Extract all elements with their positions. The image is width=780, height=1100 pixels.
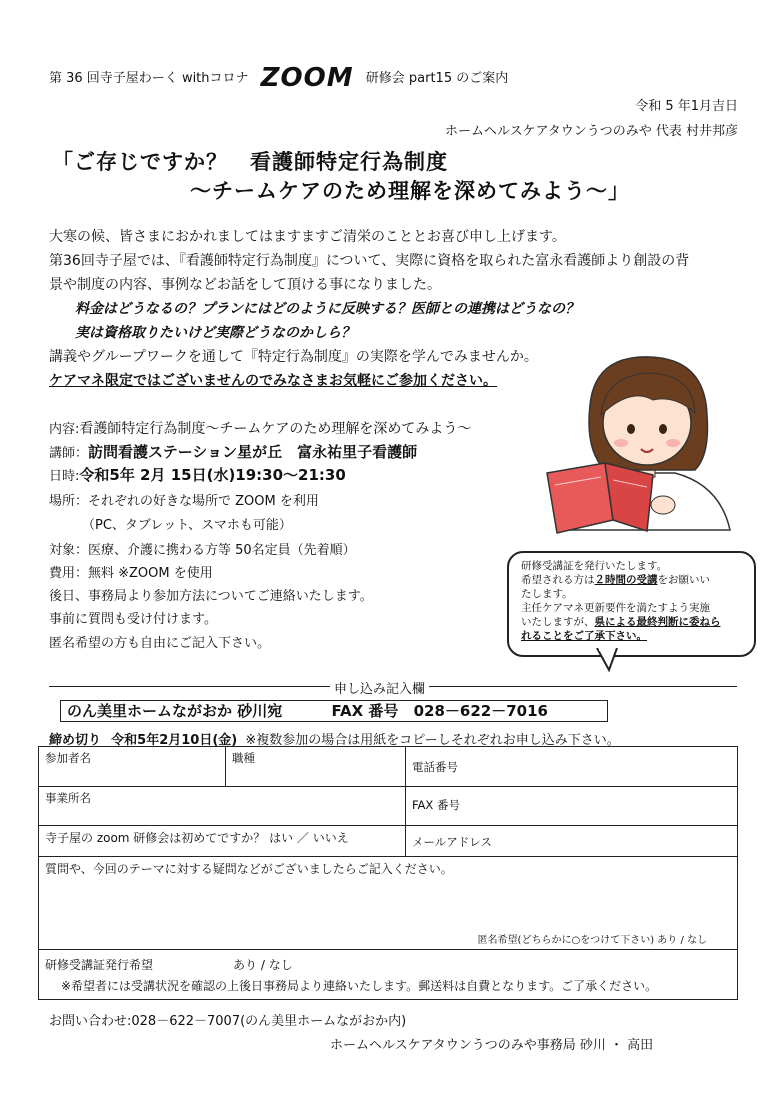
fax-address-box	[60, 700, 608, 722]
deadline-note: ※複数参加の場合は用紙をコピーしそれぞれお申し込み下さい。	[245, 733, 620, 748]
bubble-line-4: 主任ケアマネ更新要件を満たすよう実施	[521, 602, 710, 614]
title-line-2: ～チームケアのため理解を深めてみよう～」	[190, 179, 630, 203]
fax-field[interactable]: FAX 番号	[406, 787, 738, 826]
detail-place: 場所：それぞれの好きな場所で ZOOM を利用	[49, 494, 319, 509]
certificate-notice-bubble	[507, 551, 756, 657]
fax-number: 028－622－7016	[413, 702, 548, 720]
fax-label: FAX 番号	[331, 702, 399, 720]
intro-line-3: 景や制度の内容、事例などお話をして頂ける事になりました。	[49, 277, 441, 293]
question-1: 料金はどうなるの？プランにはどのように反映する？医師との連携はどうなの？	[75, 301, 579, 317]
content-value: 看護師特定行為制度～チームケアのため理解を深めてみよう～	[79, 421, 472, 437]
participant-name-field[interactable]: 参加者名	[39, 747, 226, 787]
intro-line-2: 第36回寺子屋では、『看護師特定行為制度』について、実際に資格を取られた富永看護師より創設の背	[49, 253, 690, 269]
datetime-value: 令和5年 2月 15日(水)19:30～21:30	[79, 466, 346, 484]
datetime-label: 日時:	[49, 469, 80, 484]
detail-fee: 費用：無料 ※ZOOM を使用	[49, 566, 213, 581]
deadline-label: 締め切り	[49, 733, 102, 748]
phone-field[interactable]: 電話番号	[406, 747, 738, 787]
detail-anonymous: 匿名希望の方も自由にご記入下さい。	[49, 636, 271, 651]
first-time-question[interactable]: 寺子屋の zoom 研修会は初めてですか？ はい ／ いいえ	[39, 826, 406, 857]
bubble-line-1: 研修受講証を発行いたします。	[521, 560, 668, 572]
detail-lecturer	[49, 441, 417, 462]
intro-line-1: 大寒の候、皆さまにおかれましてはますますご清栄のこととお喜び申し上げます。	[49, 229, 566, 245]
detail-devices: （PC、タブレット、スマホも可能）	[82, 518, 292, 533]
intro-line-5: ケアマネ限定ではございませんのでみなさまお気軽にご参加ください。	[49, 373, 497, 389]
question-field[interactable]: 質問や、今回のテーマに対する疑問などがございましたらご記入ください。 匿名希望(どちらかに○をつけて下さい) あり / なし	[39, 857, 738, 950]
detail-later: 後日、事務局より参加方法についてご連絡いたします。	[49, 589, 373, 604]
bubble-line-5: いたしますが、県による最終判断に委ねら	[521, 616, 721, 628]
office-line: ホームヘルスケアタウンうつのみや事務局 砂川 ・ 高田	[330, 1038, 654, 1053]
zoom-logo-text: ZOOM	[260, 63, 354, 93]
header-suffix: 研修会 part15 のご案内	[365, 71, 509, 86]
lecturer-label: 講師：	[49, 446, 89, 461]
certificate-request-field[interactable]	[39, 950, 738, 1000]
certificate-note: ※希望者には受講状況を確認の上後日事務局より連絡いたします。郵送料は自費となります。ご了承ください。	[61, 979, 658, 993]
email-field[interactable]: メールアドレス	[406, 826, 738, 857]
detail-target: 対象：医療、介護に携わる方等 50名定員（先着順）	[49, 543, 356, 558]
bubble-line-3: たします。	[521, 588, 573, 600]
detail-datetime	[49, 464, 346, 485]
question-2: 実は資格取りたいけど実際どうなのかしら？	[75, 325, 355, 341]
form-separator-label: 申し込み記入欄	[330, 678, 429, 697]
issue-date: 令和 5 年1月吉日	[635, 99, 738, 114]
sender: ホームヘルスケアタウンうつのみや 代表 村井邦彦	[445, 124, 738, 139]
title-line-1: 「ご存じですか？ 看護師特定行為制度	[52, 150, 448, 174]
detail-questions: 事前に質問も受け付けます。	[49, 612, 217, 627]
header-line	[49, 63, 508, 93]
intro-line-4: 講義やグループワークを通して『特定行為制度』の実際を学んでみませんか。	[49, 349, 538, 365]
lecturer-value: 訪問看護ステーション星が丘 富永祐里子看護師	[88, 443, 418, 461]
job-type-field[interactable]: 職種	[226, 747, 406, 787]
header-prefix: 第 36 回寺子屋わーく withコロナ	[49, 71, 249, 86]
office-name-field[interactable]: 事業所名	[39, 787, 406, 826]
bubble-tail	[595, 648, 625, 672]
nurse-reading-illustration	[535, 345, 745, 545]
address-name: のん美里ホームながおか 砂川宛	[67, 702, 283, 720]
contact-line: お問い合わせ:028－622－7007(のん美里ホームながおか内)	[49, 1014, 407, 1029]
detail-content	[49, 418, 471, 438]
content-label: 内容:	[49, 422, 80, 437]
bubble-line-2: 希望される方は２時間の受講をお願いい	[521, 574, 710, 586]
application-form-table	[38, 746, 738, 1000]
anonymous-wish[interactable]: 匿名希望(どちらかに○をつけて下さい) あり / なし	[477, 935, 707, 946]
bubble-line-6: れることをご了承下さい。	[521, 630, 647, 642]
certificate-options[interactable]: あり / なし	[233, 958, 293, 972]
certificate-request-line: 研修受講証発行希望 あり / なし	[45, 958, 293, 972]
deadline-date: 令和5年2月10日(金)	[111, 733, 238, 748]
